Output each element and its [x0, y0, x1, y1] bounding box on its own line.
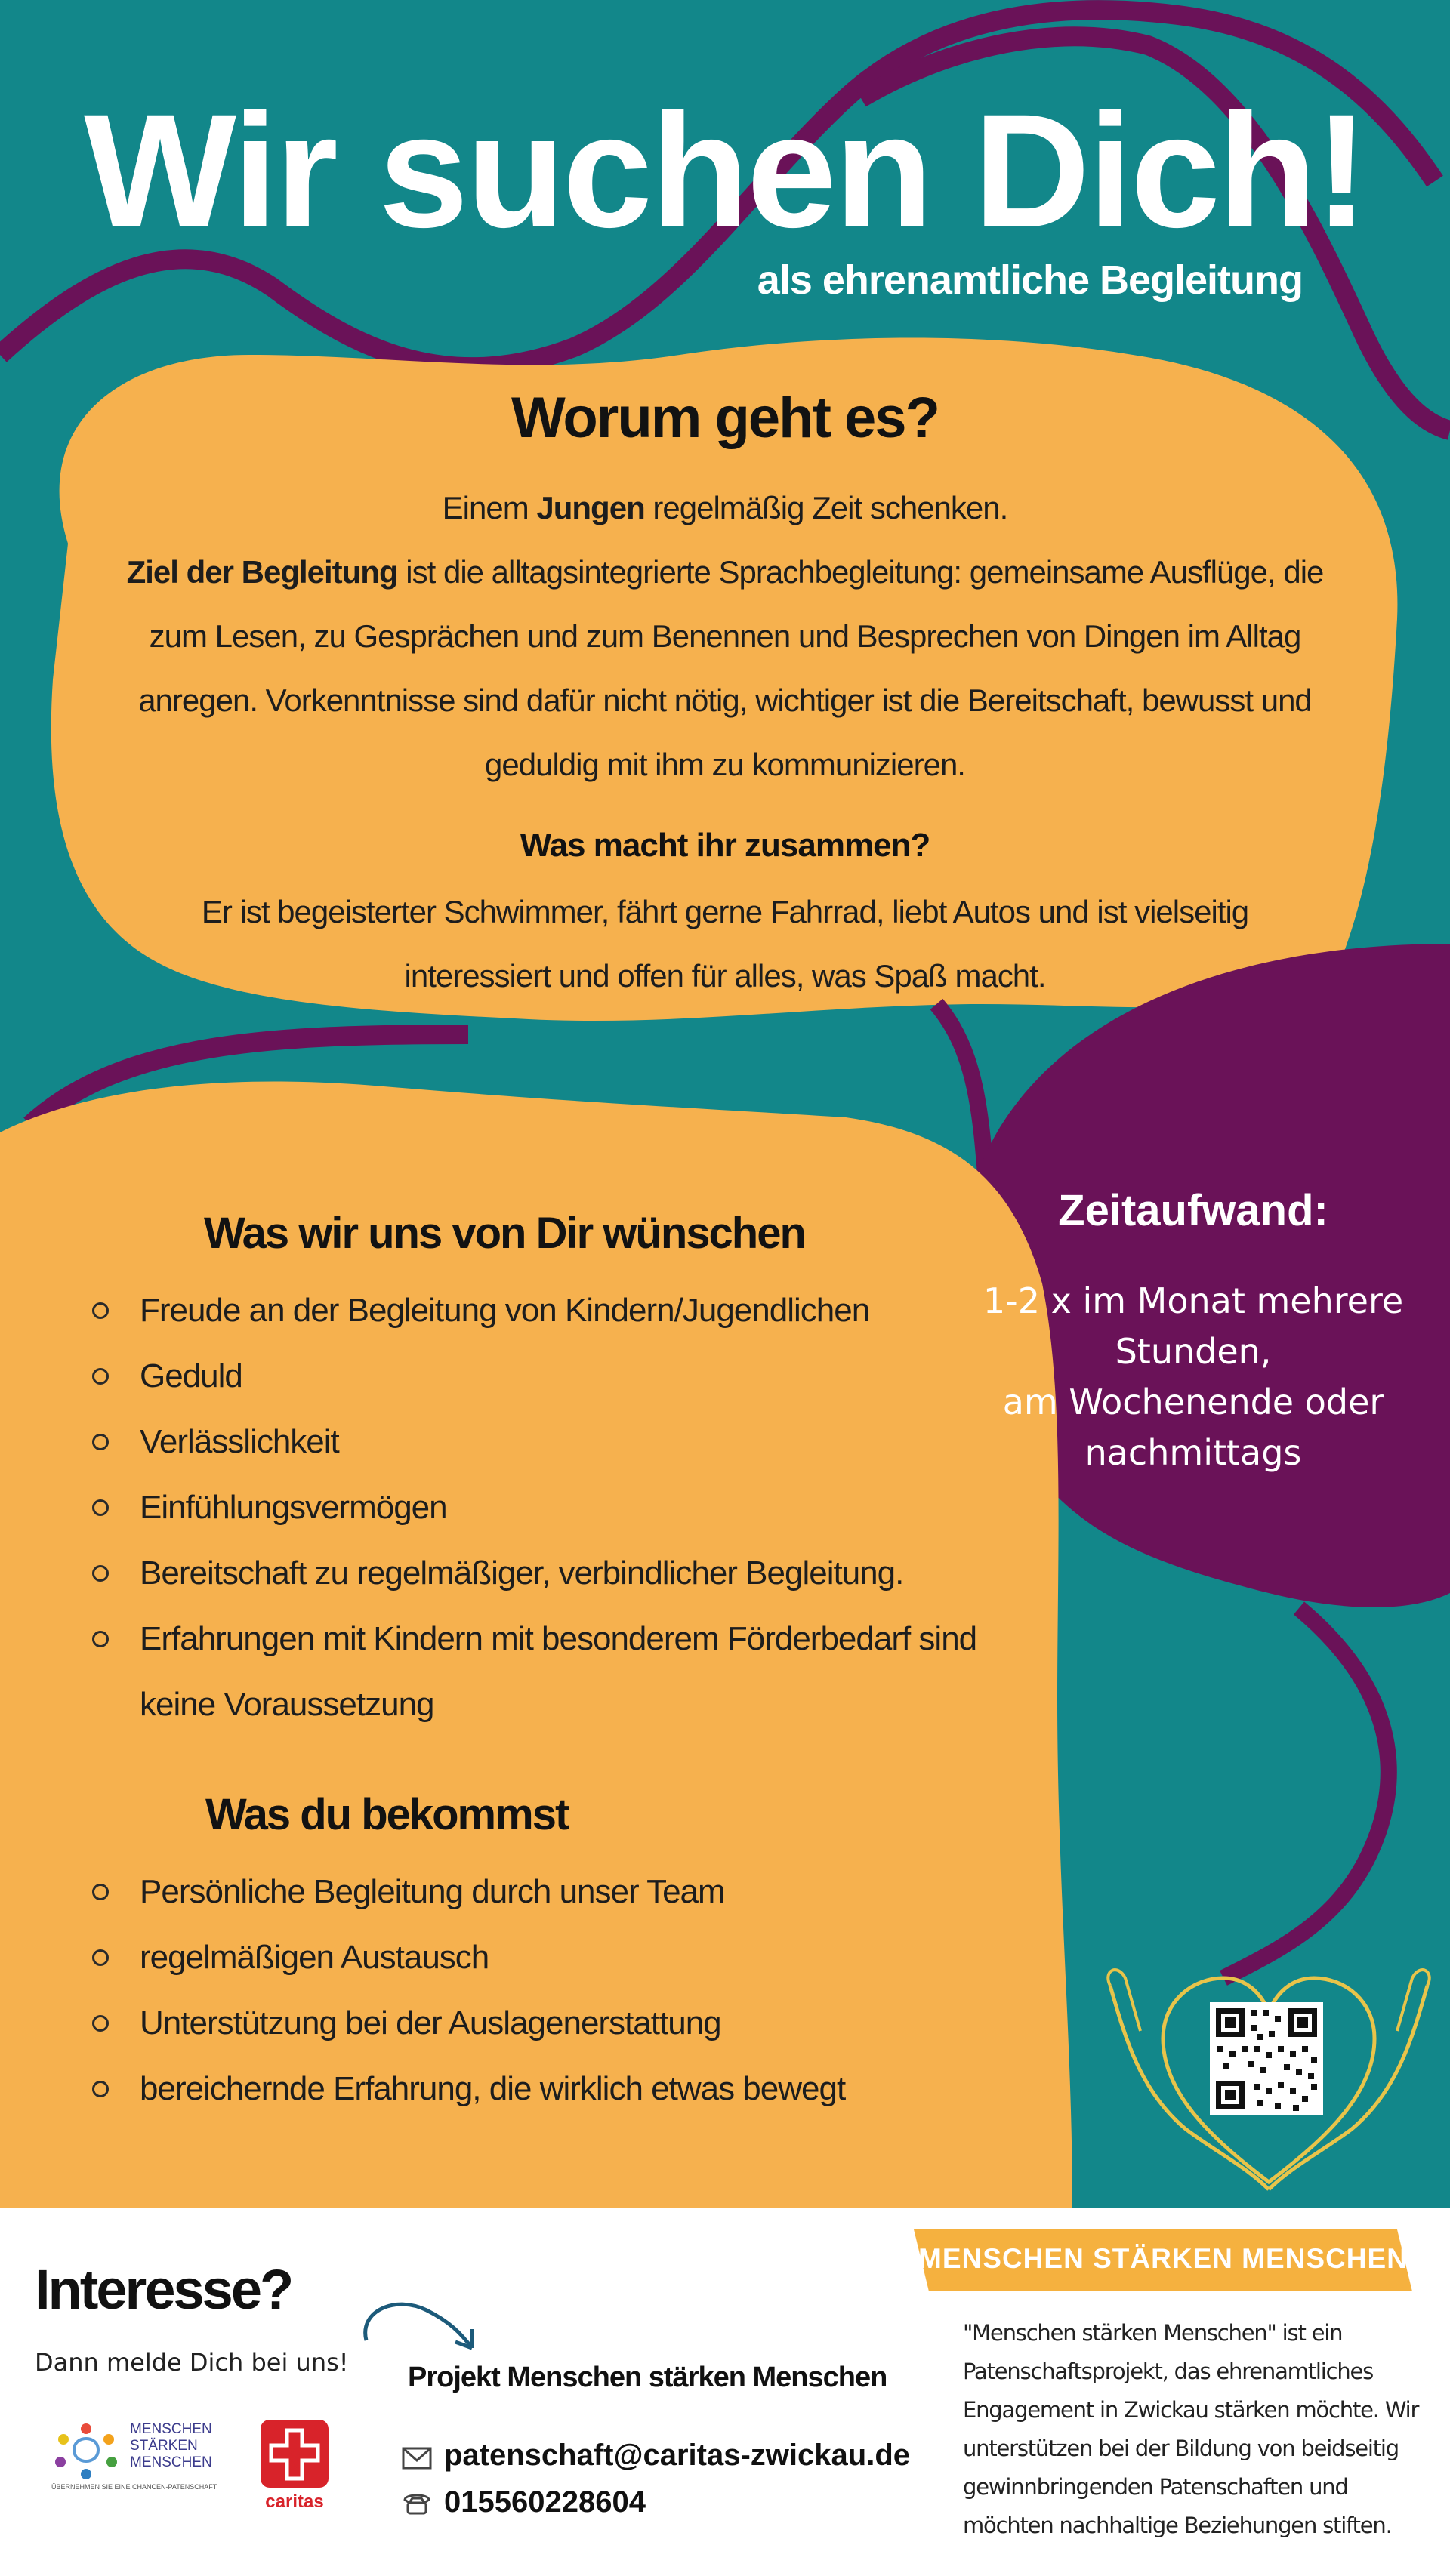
about-goal-text: ist die alltagsintegrierte Sprachbegleitung: gemeinsame Ausflüge, die zum Lesen, zu Gesprächen und zum Benennen und Besprechen von Dingen im Alltag anregen. Vorkenntnisse sind dafür nicht nötig, wichtiger ist die Bereitschaft, bewusst und geduldig mit ihm zu kommunizieren.	[138, 554, 1324, 782]
about-heading: Worum geht es?	[511, 386, 939, 450]
about-intro-bold: Jungen	[536, 490, 645, 525]
wishes-heading: Was wir uns von Dir wünschen	[204, 1209, 805, 1258]
wishes-list	[68, 1277, 989, 1737]
caritas-cross-icon	[261, 2420, 329, 2488]
time-text: 1-2 x im Monat mehrere Stunden, am Wochenende oder nachmittags	[983, 1280, 1404, 1473]
info-text: "Menschen stärken Menschen" ist ein Patenschaftsprojekt, das ehrenamtliches Engagement in Zwickau stärken möchte. Wir unterstützen bei der Bildung von beidseitig gewinnbringenden Patenschaften und möchten nachhaltige Beziehungen stiften.	[963, 2320, 1419, 2538]
page-subtitle: als ehrenamtliche Begleitung	[757, 257, 1303, 303]
list-item: Bereitschaft zu regelmäßiger, verbindlicher Begleitung.	[68, 1540, 989, 1606]
email-link[interactable]: patenschaft@caritas-zwickau.de	[444, 2439, 910, 2472]
about-goal	[113, 540, 1337, 797]
time-heading: Zeitaufwand:	[1058, 1186, 1328, 1235]
curved-arrow-icon	[359, 2288, 487, 2363]
about-intro	[113, 476, 1337, 540]
caritas-logo	[261, 2420, 329, 2513]
info-banner	[914, 2229, 1412, 2291]
list-item: Persönliche Begleitung durch unser Team	[68, 1859, 989, 1924]
people-circle-icon	[51, 2420, 121, 2480]
page-title: Wir suchen Dich!	[84, 81, 1366, 261]
mail-icon	[400, 2441, 433, 2471]
list-item: Einfühlungsvermögen	[68, 1474, 989, 1540]
info-banner-text: MENSCHEN STÄRKEN MENSCHEN	[918, 2243, 1408, 2274]
about-goal-bold: Ziel der Begleitung	[126, 554, 398, 590]
interest-heading: Interesse?	[35, 2258, 292, 2321]
list-item: Freude an der Begleitung von Kindern/Jugendlichen	[68, 1277, 989, 1343]
interest-cta: Dann melde Dich bei uns!	[35, 2348, 349, 2377]
together-heading: Was macht ihr zusammen?	[520, 827, 930, 864]
msm-logo-line: MENSCHEN	[130, 2421, 212, 2437]
list-item: regelmäßigen Austausch	[68, 1924, 989, 1990]
msm-logo-line: STÄRKEN	[130, 2438, 198, 2454]
phone-number[interactable]: 015560228604	[444, 2485, 646, 2519]
email-row[interactable]	[400, 2439, 910, 2473]
list-item: Erfahrungen mit Kindern mit besonderem Förderbedarf sind keine Voraussetzung	[68, 1606, 989, 1737]
list-item: Geduld	[68, 1343, 989, 1409]
about-intro-text: Einem	[442, 490, 537, 525]
msm-logo-tagline: ÜBERNEHMEN SIE EINE CHANCEN-PATENSCHAFT	[51, 2483, 218, 2491]
benefits-list	[68, 1859, 989, 2122]
msm-logo-text	[130, 2421, 212, 2471]
about-intro-text-end: regelmäßig Zeit schenken.	[644, 490, 1008, 525]
phone-row[interactable]	[400, 2485, 646, 2519]
phone-icon	[400, 2488, 433, 2518]
caritas-logo-text: caritas	[265, 2491, 324, 2512]
together-text: Er ist begeisterter Schwimmer, fährt gerne Fahrrad, liebt Autos und ist vielseitig interessiert und offen für alles, was Spaß macht.	[201, 894, 1249, 994]
list-item: Unterstützung bei der Auslagenerstattung	[68, 1990, 989, 2056]
msm-logo-line: MENSCHEN	[130, 2454, 212, 2470]
project-name: Projekt Menschen stärken Menschen	[408, 2362, 887, 2393]
list-item: bereichernde Erfahrung, die wirklich etwas bewegt	[68, 2056, 989, 2122]
hands-heart-qr-icon	[1095, 1940, 1442, 2197]
benefits-heading: Was du bekommst	[205, 1790, 569, 1839]
list-item: Verlässlichkeit	[68, 1409, 989, 1474]
msm-logo	[51, 2420, 244, 2495]
